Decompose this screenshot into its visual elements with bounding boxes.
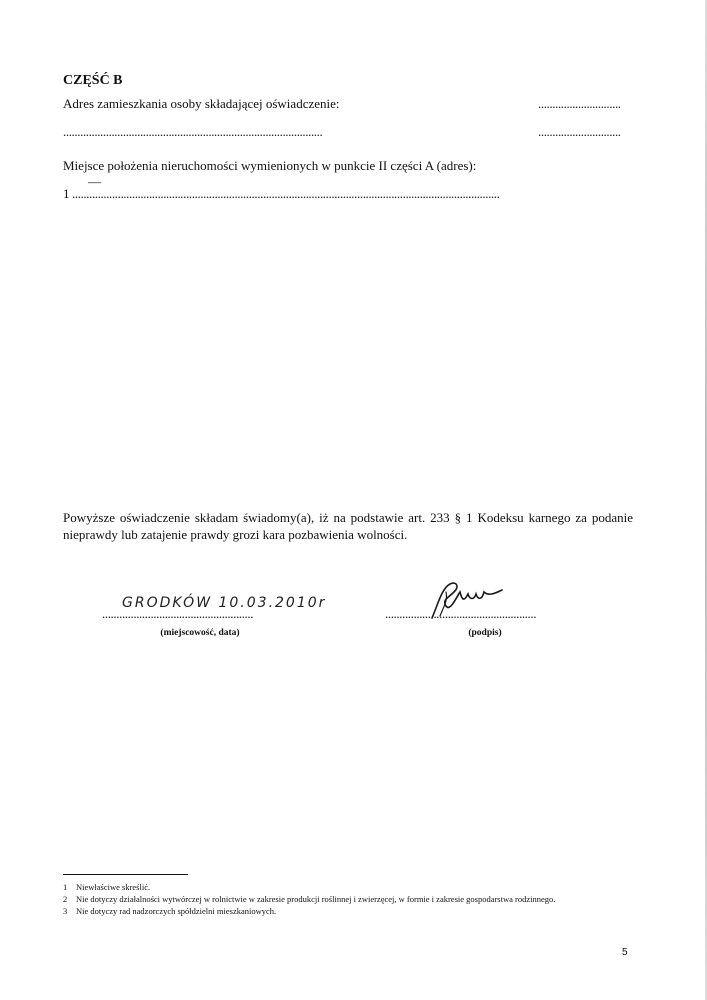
page-number: 5 — [622, 947, 628, 958]
footnote-divider — [63, 874, 188, 875]
property-item-mark: — — [88, 174, 101, 189]
declaration-text: Powyższe oświadczenie składam świadomy(a), iż na podstawie art. 233 § 1 Kodeksu karnego za podanie nieprawdy lub zatajenie prawdy grozi kara pozbawienia wolności. — [63, 510, 633, 542]
footnote-text: Nie dotyczy działalności wytwórczej w rolnictwie w zakresie produkcji roślinnej i zwierzęcej, w formie i zakresie gospodarstwa rodzinnego. — [76, 894, 556, 904]
property-item-number: 1 — [63, 186, 70, 201]
signature-dots: ..................................................... — [385, 606, 537, 621]
footnote-text: Nie dotyczy rad nadzorczych spółdzielni mieszkaniowych. — [76, 906, 277, 916]
section-title: CZĘŚĆ B — [63, 73, 123, 88]
footnote-2 — [63, 894, 555, 904]
footnote-number: 1 — [63, 882, 68, 892]
handwritten-place-date: GRODKÓW 10.03.2010r — [122, 595, 327, 611]
footnote-number: 2 — [63, 894, 68, 904]
property-label: Miejsce położenia nieruchomości wymienionych w punkcie II części A (adres): — [63, 158, 477, 173]
footnote-3 — [63, 906, 276, 916]
address-label: Adres zamieszkania osoby składającej oświadczenie: — [63, 96, 340, 111]
signature-caption: (podpis) — [468, 628, 502, 638]
footnote-text: Niewłaściwe skreślić. — [76, 882, 151, 892]
place-date-caption: (miejscowość, data) — [160, 628, 240, 638]
footnote-number: 3 — [63, 906, 68, 916]
footnote-1 — [63, 882, 150, 892]
address-dots-right-1: ............................. — [538, 96, 621, 111]
place-date-dots: ..................................................... — [102, 606, 254, 621]
address-dots-right-2: ............................. — [538, 124, 621, 139]
address-dots-line-2: ........................................................................................... — [63, 124, 323, 139]
property-item-dots: ...................................................................................................................................................... — [72, 186, 500, 201]
